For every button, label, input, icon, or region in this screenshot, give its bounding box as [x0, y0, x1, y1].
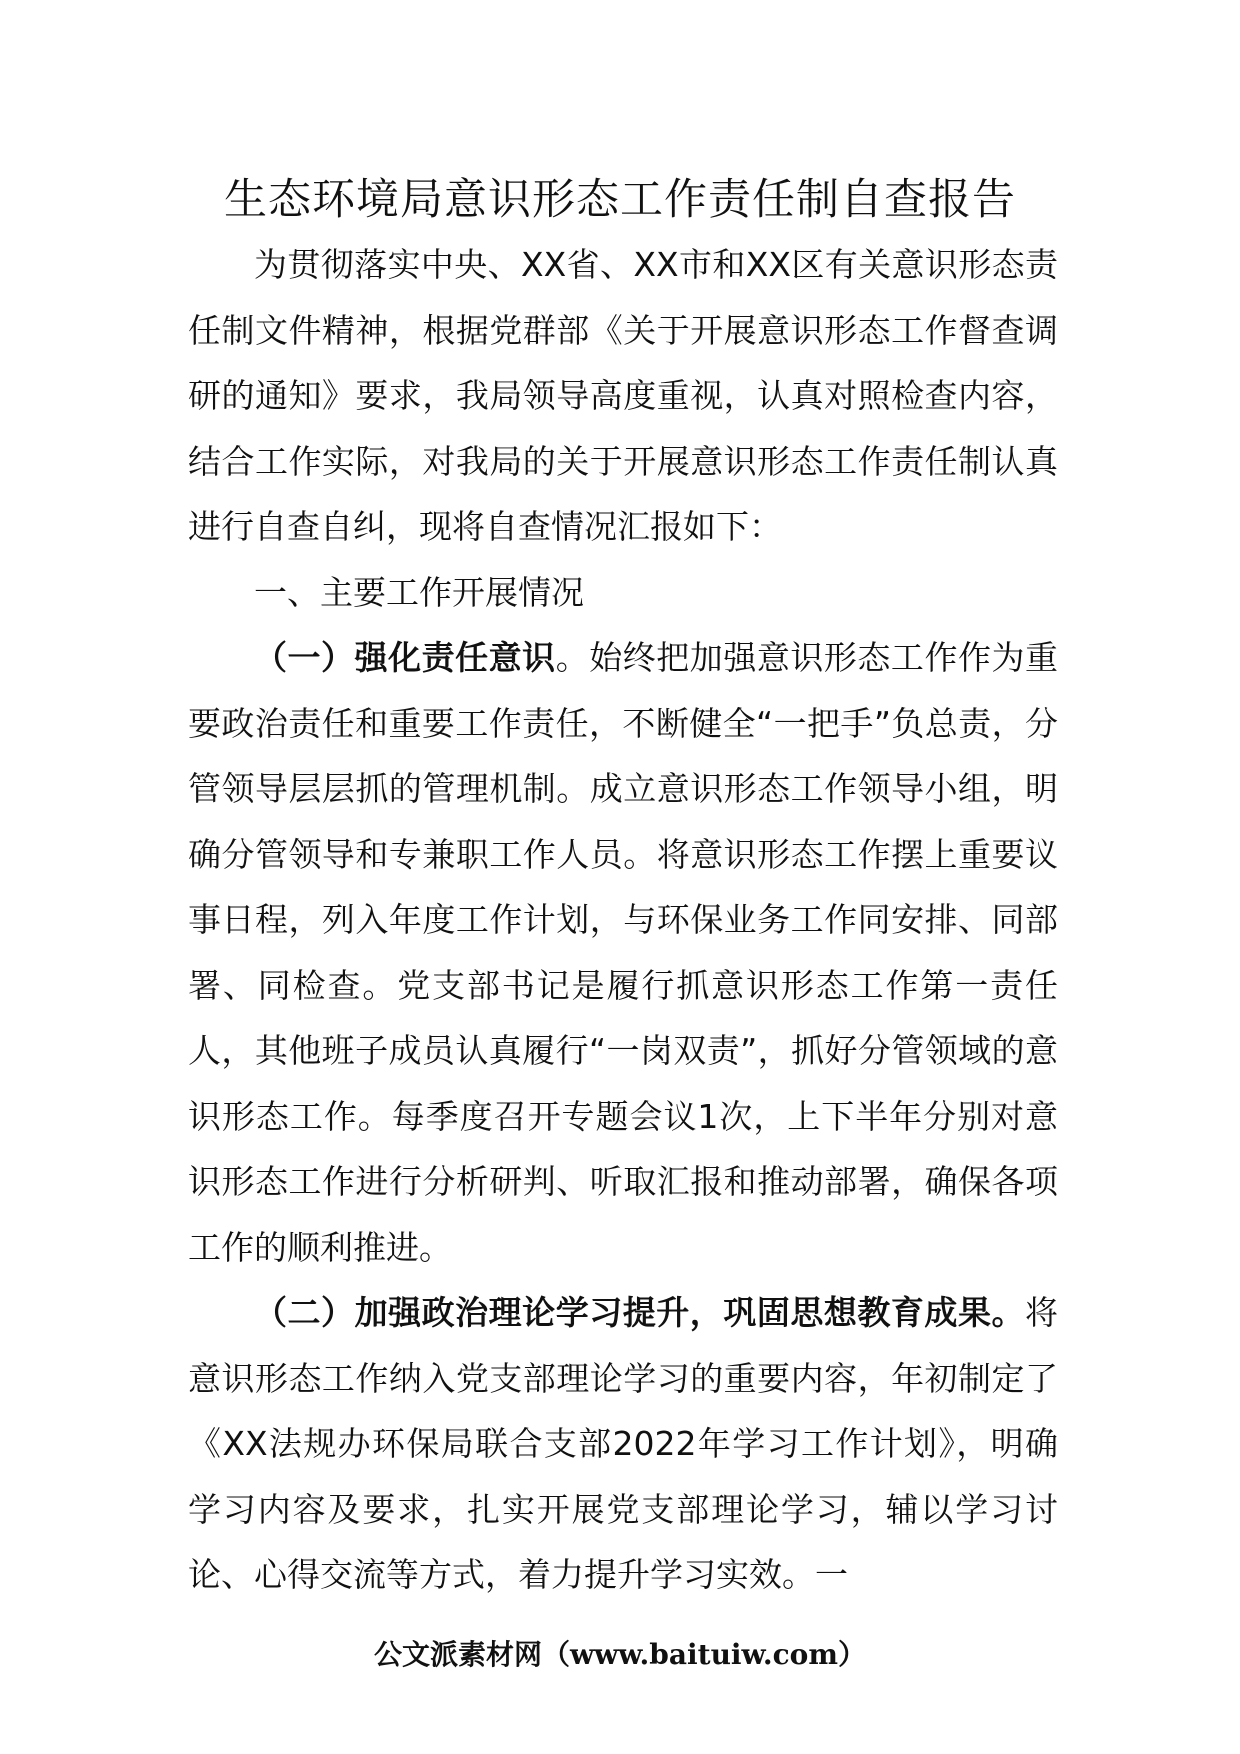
document-body — [188, 232, 1058, 1608]
section-heading: 一、主要工作开展情况 — [254, 572, 584, 612]
footer-watermark: 公文派素材网（www.baituiw.com） — [374, 1638, 866, 1671]
item1-paragraph — [188, 625, 1058, 1280]
item2-body: 将意识形态工作纳入党支部理论学习的重要内容，年初制定了《XX法规办环保局联合支部2022年学习工作计划》，明确学习内容及要求，扎实开展党支部理论学习，辅以学习讨论、心得交流等方式，着力提升学习实效。一 — [188, 1293, 1058, 1594]
intro-paragraph: 为贯彻落实中央、XX省、XX市和XX区有关意识形态责任制文件精神，根据党群部《关于开展意识形态工作督查调研的通知》要求，我局领导高度重视，认真对照检查内容，结合工作实际，对我局的关于开展意识形态工作责任制认真进行自查自纠，现将自查情况汇报如下： — [188, 245, 1058, 546]
item2-heading: （二）加强政治理论学习提升，巩固思想教育成果。 — [254, 1293, 1025, 1332]
document-title: 生态环境局意识形态工作责任制自查报告 — [224, 175, 1016, 225]
item1-heading: （一）强化责任意识 — [254, 638, 556, 677]
item1-heading-punct: 。 — [555, 638, 590, 677]
item2-paragraph — [188, 1280, 1058, 1608]
item1-body: 始终把加强意识形态工作作为重要政治责任和重要工作责任，不断健全“一把手”负总责，分管领导层层抓的管理机制。成立意识形态工作领导小组，明确分管领导和专兼职工作人员。将意识形态工作摆上重要议事日程，列入年度工作计划，与环保业务工作同安排、同部署、同检查。党支部书记是履行抓意识形态工作第一责任人，其他班子成员认真履行“一岗双责”，抓好分管领域的意识形态工作。每季度召开专题会议1次，上下半年分别对意识形态工作进行分析研判、听取汇报和推动部署，确保各项工作的顺利推进。 — [188, 638, 1059, 1267]
